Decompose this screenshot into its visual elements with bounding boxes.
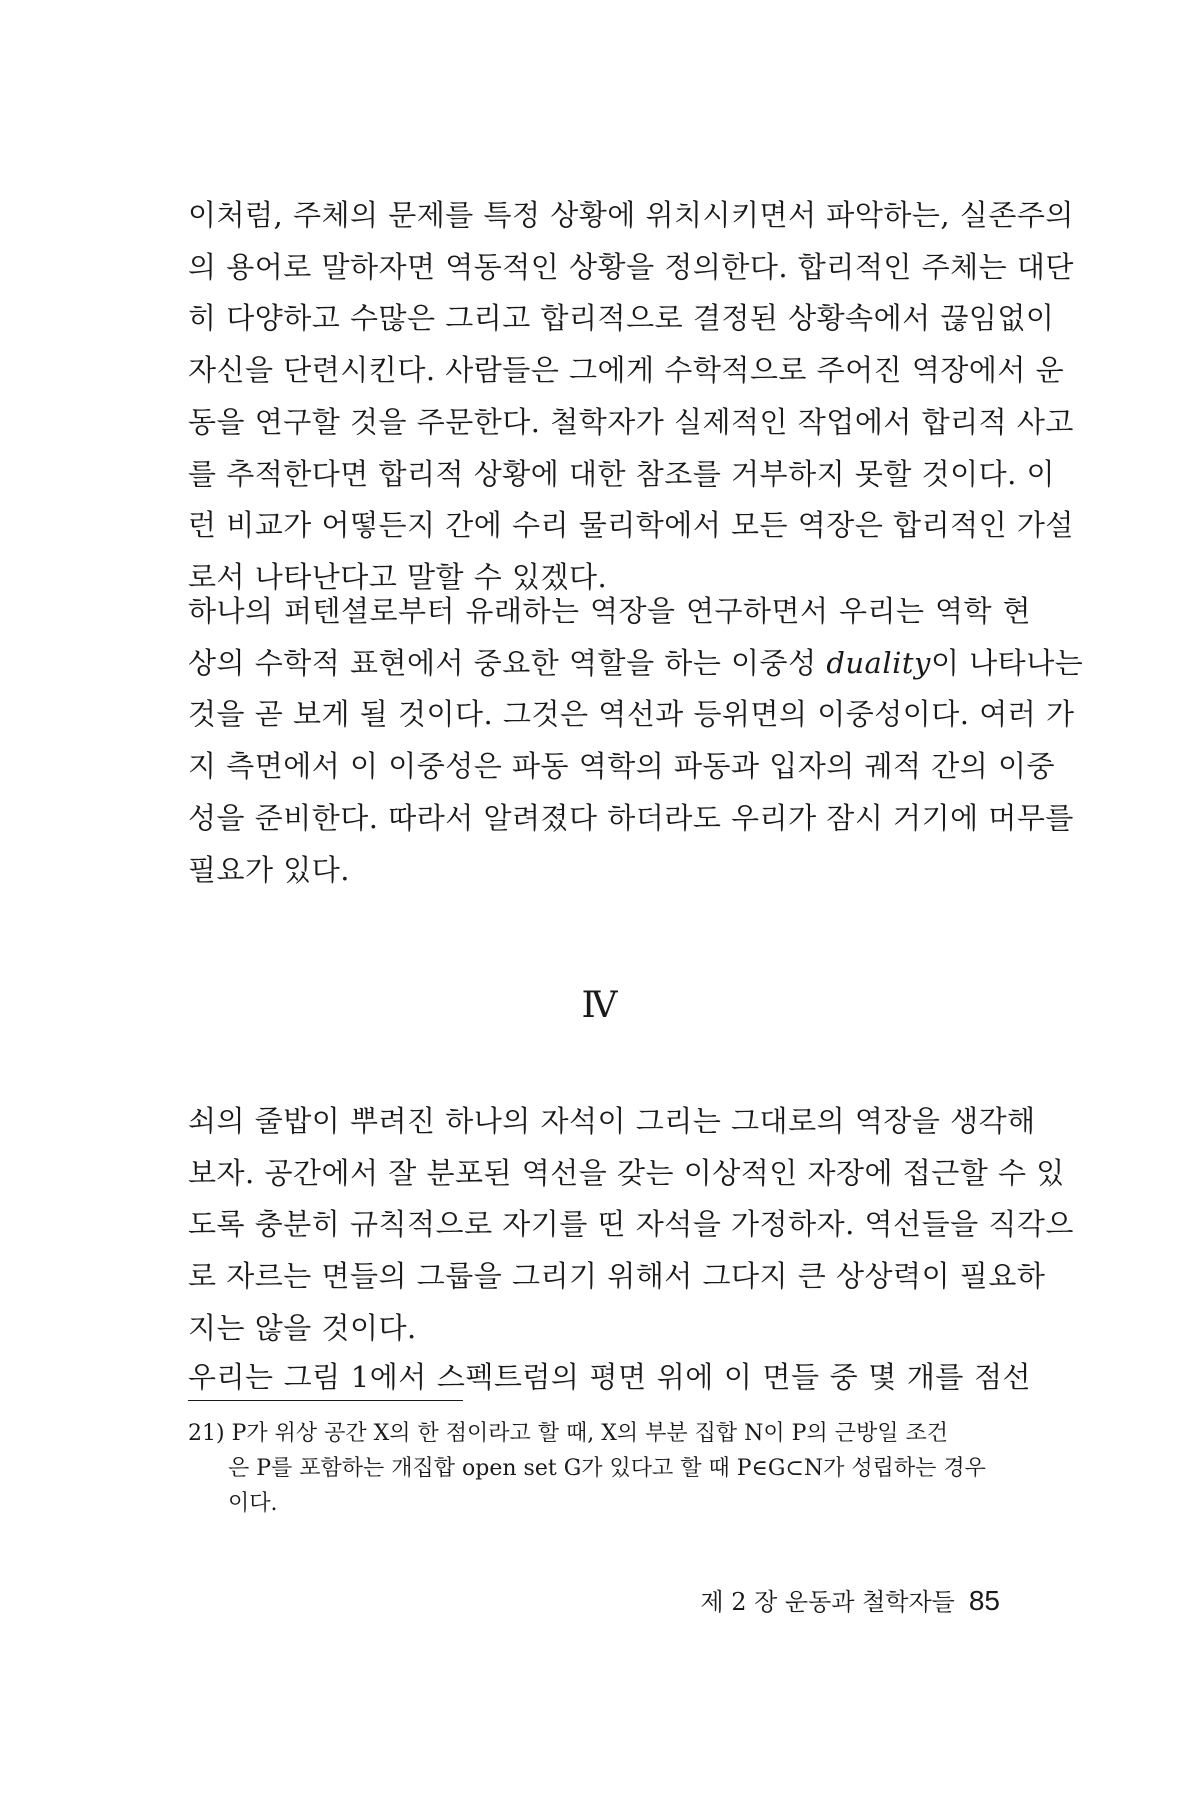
footnote-divider [188,1400,463,1401]
paragraph-2 [188,586,1084,896]
text-line: 도록 충분히 규칙적으로 자기를 띤 자석을 가정하자. 역선들을 직각으 [188,1207,1074,1242]
page-number: 85 [968,1585,1000,1616]
text-line: 하나의 퍼텐셜로부터 유래하는 역장을 연구하면서 우리는 역학 현 [188,594,1031,628]
footnote [188,1416,1031,1521]
text-segment: 상의 수학적 표현에서 중요한 역할을 하는 이중성 [188,645,817,680]
italic-term: duality [826,645,931,680]
text-line: 우리는 그림 1에서 스펙트럼의 평면 위에 이 면들 중 몇 개를 점선 [188,1360,1031,1394]
paragraph-1 [188,190,1074,604]
text-line: 지는 않을 것이다. [188,1310,417,1345]
text-line: 필요가 있다. [188,852,351,887]
footnote-line: 21) P가 위상 공간 X의 한 점이라고 할 때, X의 부분 집합 N이 P의 근방일 조건 [188,1421,948,1446]
paragraph-4 [188,1352,1031,1404]
paragraph-3 [188,1096,1074,1355]
text-line: 의 용어로 말하자면 역동적인 상황을 정의한다. 합리적인 주체는 대단 [188,249,1074,284]
text-line: 자신을 단련시킨다. 사람들은 그에게 수학적으로 주어진 역장에서 운 [188,353,1065,388]
section-heading: Ⅳ [581,985,619,1026]
footnote-line: 은 P를 포함하는 개집합 open set G가 있다고 할 때 P∈G⊂N가 성립하는 경우 [228,1456,986,1481]
text-line: 로서 나타난다고 말할 수 있겠다. [188,559,608,594]
text-line: 를 추적한다면 합리적 상황에 대한 참조를 거부하지 못할 것이다. 이 [188,456,1056,491]
footnote-line: 이다. [228,1491,278,1516]
text-line: 지 측면에서 이 이중성은 파동 역학의 파동과 입자의 궤적 간의 이중 [188,749,1056,784]
text-segment: 이 나타나는 [930,645,1084,680]
text-line-with-term [188,638,1084,690]
chapter-title: 제 2 장 운동과 철학자들 [700,1588,955,1616]
text-line: 쇠의 줄밥이 뿌려진 하나의 자석이 그리는 그대로의 역장을 생각해 [188,1104,1036,1138]
text-line: 로 자르는 면들의 그룹을 그리기 위해서 그다지 큰 상상력이 필요하 [188,1259,1046,1294]
text-line: 보자. 공간에서 잘 분포된 역선을 갖는 이상적인 자장에 접근할 수 있 [188,1155,1065,1190]
text-line: 것을 곧 보게 될 것이다. 그것은 역선과 등위면의 이중성이다. 여러 가 [188,697,1075,732]
running-footer [700,1582,1000,1617]
text-line: 성을 준비한다. 따라서 알려졌다 하더라도 우리가 잠시 거기에 머무를 [188,800,1074,835]
text-line: 런 비교가 어떻든지 간에 수리 물리학에서 모든 역장은 합리적인 가설 [188,508,1074,543]
text-line: 히 다양하고 수많은 그리고 합리적으로 결정된 상황속에서 끊임없이 [188,301,1055,336]
text-line: 동을 연구할 것을 주문한다. 철학자가 실제적인 작업에서 합리적 사고 [188,404,1074,439]
text-line: 이처럼, 주체의 문제를 특정 상황에 위치시키면서 파악하는, 실존주의 [188,198,1074,232]
